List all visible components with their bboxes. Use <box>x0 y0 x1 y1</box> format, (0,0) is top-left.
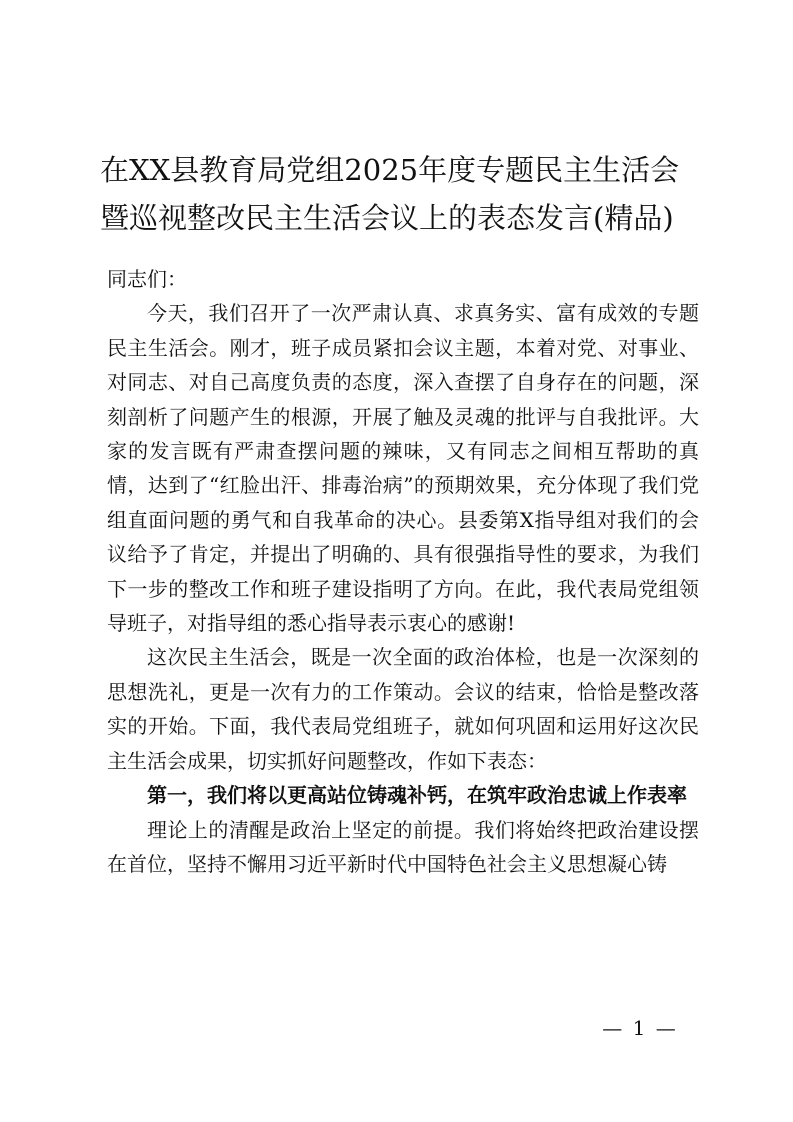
document-title: 在XX县教育局党组2025年度专题民主生活会暨巡视整改民主生活会议上的表态发言(精品) <box>100 153 680 235</box>
paragraph-opening: 今天，我们召开了一次严肃认真、求真务实、富有成效的专题民主生活会。刚才，班子成员紧扣会议主题，本着对党、对事业、对同志、对自己高度负责的态度，深入查摆了自身存在的问题，深刻剖析了问题产生的根源，开展了触及灵魂的批评与自我批评。大家的发言既有严肃查摆问题的辣味，又有同志之间相互帮助的真情，达到了“红脸出汗、排毒治病”的预期效果，充分体现了我们党组直面问题的勇气和自我革命的决心。县委第X指导组对我们的会议给予了肯定，并提出了明确的、具有很强指导性的要求，为我们下一步的整改工作和班子建设指明了方向。在此，我代表局党组领导班子，对指导组的悉心指导表示衷心的感谢! <box>107 301 699 636</box>
greeting: 同志们： <box>107 267 187 291</box>
paragraph-section-first: 理论上的清醒是政治上坚定的前提。我们将始终把政治建设摆在首位，坚持不懈用习近平新时代中国特色社会主义思想凝心铸 <box>107 817 699 876</box>
page-number: — 1 — <box>602 1016 678 1040</box>
section-heading-first: 第一，我们将以更高站位铸魂补钙，在筑牢政治忠诚上作表率 <box>147 783 687 808</box>
paragraph-statement-intro: 这次民主生活会，既是一次全面的政治体检，也是一次深刻的思想洗礼，更是一次有力的工作策动。会议的结束，恰恰是整改落实的开始。下面，我代表局党组班子，就如何巩固和运用好这次民主生活会成果，切实抓好问题整改，作如下表态： <box>107 645 699 773</box>
document-body <box>107 262 699 881</box>
